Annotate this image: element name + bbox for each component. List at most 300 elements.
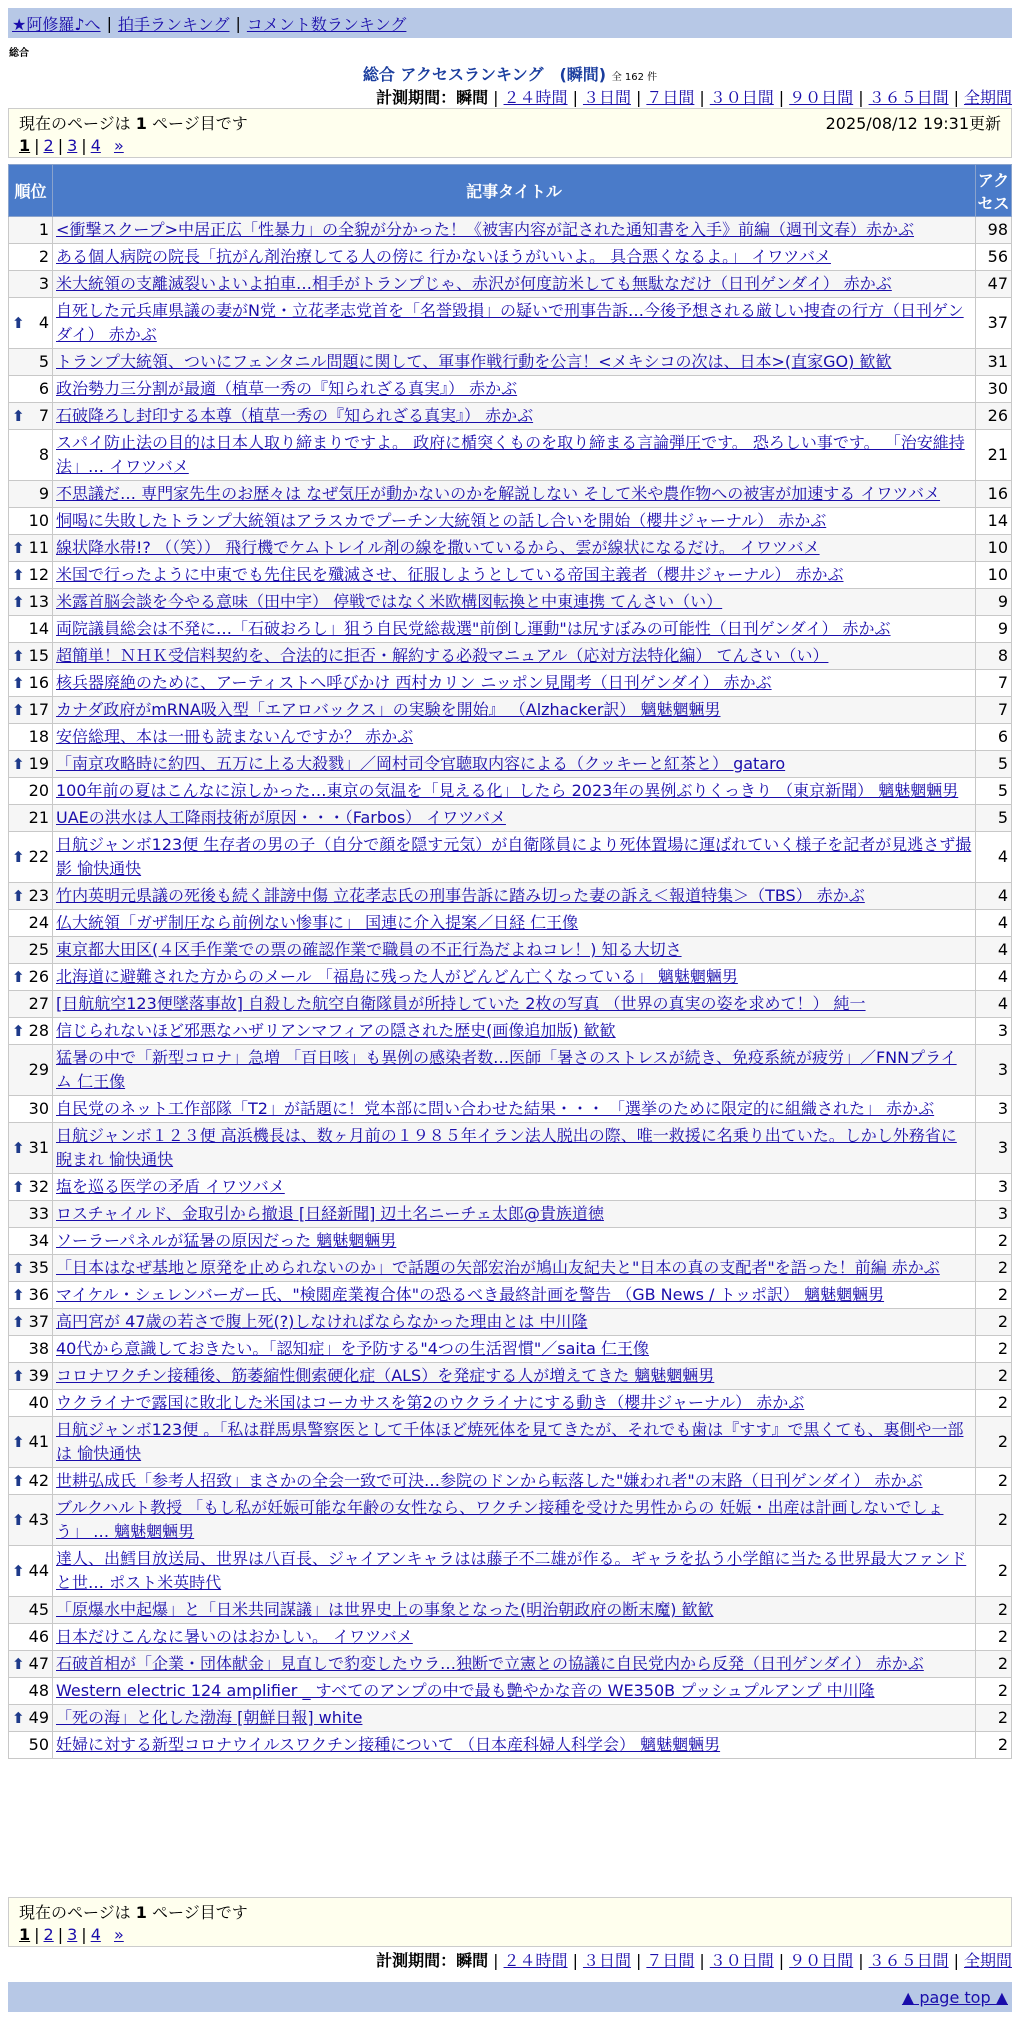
rank-cell	[9, 481, 53, 508]
period-label: 計測期間：	[376, 88, 457, 107]
title-cell	[53, 991, 976, 1018]
up-arrow-icon: ⬆	[12, 755, 25, 773]
access-count: 3	[976, 1018, 1012, 1045]
table-row	[9, 910, 1012, 937]
access-count: 2	[976, 1732, 1012, 1759]
table-row	[9, 670, 1012, 697]
table-row	[9, 724, 1012, 751]
page-separator: |	[57, 136, 64, 155]
article-link[interactable]: ソーラーパネルが猛暑の原因だった 魑魅魍魎男	[56, 1231, 397, 1250]
rank-cell	[9, 1417, 53, 1468]
article-link[interactable]: [日航航空123便墜落事故] 自殺した航空自衛隊員が所持していた 2枚の写真 （世界の真実の姿を求めて！） 純一	[56, 994, 866, 1013]
article-link[interactable]: 100年前の夏はこんなに涼しかった…東京の気温を「見える化」したら 2023年の異例ぶりくっきり （東京新聞） 魑魅魍魎男	[56, 781, 959, 800]
article-link[interactable]: 世耕弘成氏「参考人招致」まさかの全会一致で可決…参院のドンから転落した"嫌われ者"の末路（日刊ゲンダイ） 赤かぶ	[56, 1471, 923, 1490]
rank-number: 1	[38, 220, 49, 239]
article-link[interactable]: 米露首脳会談を今やる意味（田中宇） 停戦ではなく米欧構図転換と中東連携 てんさい（い）	[56, 592, 723, 611]
article-link[interactable]: 核兵器廃絶のために、アーティストへ呼びかけ 西村カリン ニッポン見聞考（日刊ゲンダイ） 赤かぶ	[56, 673, 772, 692]
article-link[interactable]: マイケル・シェレンバーガー氏、"検閲産業複合体"の恐るべき最終計画を警告 （GB News / トッポ訳） 魑魅魍魎男	[56, 1285, 885, 1304]
title-cell	[53, 1363, 976, 1390]
up-arrow-icon: ⬆	[12, 1313, 25, 1331]
rank-number: 43	[28, 1510, 49, 1529]
article-link[interactable]: 米国で行ったように中東でも先住民を殲滅させ、征服しようとしている帝国主義者（櫻井ジャーナル） 赤かぶ	[56, 565, 844, 584]
article-link[interactable]: 竹内英明元県議の死後も続く誹謗中傷 立花孝志氏の刑事告訴に踏み切った妻の訴え＜報道特集＞（TBS） 赤かぶ	[56, 886, 865, 905]
article-link[interactable]: 線状降水帯!? （（笑）） 飛行機でケムトレイル剤の線を撒いているから、雲が線状になるだけ。 イワツバメ	[56, 538, 820, 557]
period-separator: |	[778, 88, 785, 107]
rank-number: 23	[28, 886, 49, 905]
article-link[interactable]: 北海道に避難された方からのメール 「福島に残った人がどんどん亡くなっている」 魑魅魍魎男	[56, 967, 738, 986]
page-gap	[105, 1925, 110, 1944]
header-access: アクセス	[976, 165, 1012, 217]
rank-cell	[9, 991, 53, 1018]
rank-number: 20	[28, 781, 49, 800]
page-link[interactable]: 4	[90, 136, 101, 155]
rank-cell	[9, 1732, 53, 1759]
pager-status	[19, 111, 248, 134]
rank-number: 17	[28, 700, 49, 719]
up-arrow-icon: ⬆	[12, 1433, 25, 1451]
period-option-link[interactable]: ２４時間	[503, 88, 568, 107]
table-row	[9, 376, 1012, 403]
article-link[interactable]: ロスチャイルド、金取引から撤退 [日経新聞] 辺土名ニーチェ太郎@貴族道徳	[56, 1204, 604, 1223]
rank-cell	[9, 751, 53, 778]
ranking-heading	[8, 62, 1012, 85]
title-cell	[53, 1174, 976, 1201]
article-link[interactable]: <衝撃スクープ>中居正広「性暴力」の全貌が分かった！《被害内容が記された通知書を入手》前編（週刊文春）赤かぶ	[56, 220, 915, 239]
rank-number: 38	[28, 1339, 49, 1358]
access-count: 2	[976, 1282, 1012, 1309]
period-option-link[interactable]: 全期間	[963, 1951, 1012, 1970]
table-row	[9, 1468, 1012, 1495]
title-cell	[53, 244, 976, 271]
title-cell	[53, 298, 976, 349]
article-link[interactable]: 信じられないほど邪悪なハザリアンマフィアの隠された歴史(画像追加版) 歓歓	[56, 1021, 616, 1040]
title-cell	[53, 724, 976, 751]
article-link[interactable]: 恫喝に失敗したトランプ大統領はアラスカでプーチン大統領との話し合いを開始（櫻井ジャーナル） 赤かぶ	[56, 511, 827, 530]
rank-number: 34	[28, 1231, 49, 1250]
up-arrow-icon: ⬆	[12, 701, 25, 719]
article-link[interactable]: トランプ大統領、ついにフェンタニル問題に関して、軍事作戦行動を公言！<メキシコの次は、日本>(直家GO) 歓歓	[56, 352, 892, 371]
access-count: 2	[976, 1546, 1012, 1597]
title-cell	[53, 1123, 976, 1174]
page-top-link[interactable]: ▲ page top ▲	[901, 1987, 1008, 2007]
rank-cell	[9, 1363, 53, 1390]
access-count: 5	[976, 778, 1012, 805]
rank-number: 25	[28, 940, 49, 959]
access-count: 4	[976, 883, 1012, 910]
title-cell	[53, 616, 976, 643]
article-link[interactable]: カナダ政府がmRNA吸入型「エアロバックス」の実験を開始』 （Alzhacker訳） 魑魅魍魎男	[56, 700, 721, 719]
rank-number: 9	[38, 484, 49, 503]
access-count: 2	[976, 1228, 1012, 1255]
updated-timestamp: 2025/08/12 19:31更新	[825, 114, 1001, 133]
table-row	[9, 589, 1012, 616]
table-row	[9, 1390, 1012, 1417]
table-row	[9, 1732, 1012, 1759]
article-link[interactable]: 塩を巡る医学の矛盾 イワツバメ	[56, 1177, 285, 1196]
title-cell	[53, 883, 976, 910]
next-page-link[interactable]: »	[113, 136, 124, 155]
title-cell	[53, 1045, 976, 1096]
table-row	[9, 1045, 1012, 1096]
article-link[interactable]: 猛暑の中で「新型コロナ」急増 「百日咳」も異例の感染者数…医師「暑さのストレスが続き、免疫系統が疲労」／FNNプライム 仁王像	[56, 1048, 957, 1091]
comment-ranking-link[interactable]: コメント数ランキング	[246, 14, 407, 34]
rank-number: 12	[28, 565, 49, 584]
rank-number: 13	[28, 592, 49, 611]
access-count: 98	[976, 217, 1012, 244]
header-rank: 順位	[9, 165, 53, 217]
article-link[interactable]: 自民党のネット工作部隊「T2」が話題に！党本部に問い合わせた結果・・・ 「選挙のために限定的に組織された」 赤かぶ	[56, 1099, 935, 1118]
access-count: 4	[976, 964, 1012, 991]
pagination	[19, 136, 1001, 155]
rank-cell	[9, 1045, 53, 1096]
title-cell	[53, 1417, 976, 1468]
article-link[interactable]: 日航ジャンボ123便 。「私は群馬県警察医として千体ほど焼死体を見てきたが、それでも歯は『すす』で黒くても、裏側や一部は 愉快通快	[56, 1420, 964, 1463]
page-gap	[105, 136, 110, 155]
access-count: 5	[976, 751, 1012, 778]
rank-number: 11	[28, 538, 49, 557]
table-row	[9, 778, 1012, 805]
table-row	[9, 1495, 1012, 1546]
title-cell	[53, 778, 976, 805]
table-row	[9, 349, 1012, 376]
article-link[interactable]: 仏大統領「ガザ制圧なら前例ない惨事に」 国連に介入提案／日経 仁王像	[56, 913, 579, 932]
page-separator: |	[57, 1925, 64, 1944]
table-row	[9, 403, 1012, 430]
rank-cell	[9, 508, 53, 535]
article-link[interactable]: 「死の海」と化した渤海 [朝鮮日報] white	[56, 1708, 363, 1727]
rank-number: 44	[28, 1561, 49, 1580]
title-cell	[53, 1309, 976, 1336]
article-link[interactable]: 「日本はなぜ基地と原発を止められないのか」で話題の矢部宏治が鳩山友紀夫と"日本の真の支配者"を語った！前編 赤かぶ	[56, 1258, 940, 1277]
rank-number: 45	[28, 1600, 49, 1619]
article-link[interactable]: 日航ジャンボ123便 生存者の男の子（自分で顔を隠す元気）が自衛隊員により死体置場に運ばれていく様子を記者が見逃さず撮影 愉快通快	[56, 835, 972, 878]
up-arrow-icon: ⬆	[12, 566, 25, 584]
period-separator: |	[493, 88, 499, 107]
article-link[interactable]: 石破降ろし封印する本尊（植草一秀の『知られざる真実』） 赤かぶ	[56, 406, 534, 425]
rank-number: 33	[28, 1204, 49, 1223]
table-row	[9, 244, 1012, 271]
access-count: 9	[976, 616, 1012, 643]
article-link[interactable]: 高円宮が 47歳の若さで腹上死(?)しなければならなかった理由とは 中川隆	[56, 1312, 588, 1331]
table-row	[9, 751, 1012, 778]
access-count: 56	[976, 244, 1012, 271]
table-row	[9, 1096, 1012, 1123]
page-separator: |	[81, 1925, 87, 1944]
access-count: 2	[976, 1417, 1012, 1468]
title-cell	[53, 562, 976, 589]
article-link[interactable]: 「南京攻略時に約四、五万に上る大殺戮」／岡村司令官聴取内容による（クッキーと紅茶と） gataro	[56, 754, 786, 773]
title-cell	[53, 349, 976, 376]
page-title: 総合 アクセスランキング (瞬間) 全 162 件	[362, 65, 658, 84]
period-option-link[interactable]: ７日間	[646, 88, 695, 107]
title-cell	[53, 1468, 976, 1495]
article-link[interactable]: 石破首相が「企業・団体献金」見直しで豹変したウラ…独断で立憲との協議に自民党内から反発（日刊ゲンダイ） 赤かぶ	[56, 1654, 924, 1673]
up-arrow-icon: ⬆	[12, 1259, 25, 1277]
period-separator: |	[699, 1951, 705, 1970]
rank-number: 3	[38, 274, 49, 293]
title-cell	[53, 1651, 976, 1678]
access-count: 10	[976, 562, 1012, 589]
article-link[interactable]: 両院議員総会は不発に…「石破おろし」狙う自民党総裁選"前倒し運動"は尻すぼみの可能性（日刊ゲンダイ） 赤かぶ	[56, 619, 891, 638]
pager-status	[19, 1900, 248, 1923]
rank-number: 39	[28, 1366, 49, 1385]
article-link[interactable]: ブルクハルト教授 「もし私が妊娠可能な年齢の女性なら、ワクチン接種を受けた男性からの 妊娠・出産は計画しないでしょう」 … 魑魅魍魎男	[56, 1498, 944, 1541]
page-separator: |	[81, 136, 87, 155]
access-count: 26	[976, 403, 1012, 430]
pager-status-row	[19, 111, 1001, 134]
category-label: 総合	[9, 48, 29, 59]
table-row	[9, 271, 1012, 298]
table-row	[9, 805, 1012, 832]
table-row	[9, 616, 1012, 643]
rank-cell	[9, 1495, 53, 1546]
access-count: 37	[976, 298, 1012, 349]
article-link[interactable]: 日航ジャンボ１２３便 高浜機長は、数ヶ月前の１９８５年イラン法人脱出の際、唯一救援に名乗り出ていた。しかし外務省に睨まれ 愉快通快	[56, 1126, 957, 1169]
period-separator: |	[858, 1951, 864, 1970]
rank-number: 4	[38, 313, 49, 332]
rank-number: 24	[28, 913, 49, 932]
period-option-link[interactable]: ３６５日間	[868, 88, 949, 107]
article-link[interactable]: スパイ防止法の目的は日本人取り締まりですよ。 政府に楯突くものを取り締まる言論弾圧です。 恐ろしい事です。 「治安維持法」… イワツバメ	[56, 433, 965, 476]
table-row	[9, 1705, 1012, 1732]
article-link[interactable]: UAEの洪水は人工降雨技術が原因・・・（Farbos） イワツバメ	[56, 808, 506, 827]
period-option-link[interactable]: 全期間	[963, 88, 1012, 107]
access-count: 2	[976, 1309, 1012, 1336]
period-option-link[interactable]: ２４時間	[503, 1951, 568, 1970]
rank-number: 32	[28, 1177, 49, 1196]
table-row	[9, 964, 1012, 991]
page-link[interactable]: 3	[67, 1925, 78, 1944]
title-cell	[53, 1732, 976, 1759]
period-option-link[interactable]: ９０日間	[789, 1951, 854, 1970]
table-row	[9, 643, 1012, 670]
access-count: 2	[976, 1624, 1012, 1651]
up-arrow-icon: ⬆	[12, 1178, 25, 1196]
page-separator: |	[34, 1925, 40, 1944]
up-arrow-icon: ⬆	[12, 593, 25, 611]
table-row	[9, 1363, 1012, 1390]
pager-top	[8, 108, 1012, 158]
total-count: 全 162 件	[611, 72, 658, 83]
rank-number: 41	[28, 1432, 49, 1451]
table-row	[9, 1309, 1012, 1336]
title-cell	[53, 832, 976, 883]
up-arrow-icon: ⬆	[12, 1472, 25, 1490]
rank-cell	[9, 1468, 53, 1495]
home-link[interactable]: ★阿修羅♪へ	[12, 14, 101, 34]
rank-number: 29	[28, 1060, 49, 1079]
period-separator: |	[858, 88, 864, 107]
title-cell	[53, 1255, 976, 1282]
access-count: 3	[976, 1174, 1012, 1201]
article-link[interactable]: 安倍総理、本は一冊も読まないんですか？ 赤かぶ	[56, 727, 414, 746]
period-current: 瞬間	[456, 1951, 489, 1970]
article-link[interactable]: 自死した元兵庫県議の妻がN党・立花孝志党首を「名誉毀損」の疑いで刑事告訴…今後予想される厳しい捜査の行方（日刊ゲンダイ） 赤かぶ	[56, 301, 964, 344]
table-row	[9, 481, 1012, 508]
rank-cell	[9, 1096, 53, 1123]
period-option-link[interactable]: ３日間	[582, 1951, 631, 1970]
title-cell	[53, 403, 976, 430]
article-link[interactable]: 超簡単！ＮＨＫ受信料契約を、合法的に拒否・解約する必殺マニュアル（応対方法特化編） てんさい（い）	[56, 646, 829, 665]
rank-cell	[9, 643, 53, 670]
title-cell	[53, 376, 976, 403]
rank-cell	[9, 1174, 53, 1201]
rank-cell	[9, 1255, 53, 1282]
table-row	[9, 535, 1012, 562]
rank-cell	[9, 832, 53, 883]
pager-current-number: 1	[135, 1903, 147, 1922]
access-count: 2	[976, 1363, 1012, 1390]
table-row	[9, 298, 1012, 349]
rank-number: 16	[28, 673, 49, 692]
rank-cell	[9, 1546, 53, 1597]
period-separator: |	[493, 1951, 499, 1970]
rank-number: 27	[28, 994, 49, 1013]
article-link[interactable]: 政治勢力三分割が最適（植草一秀の『知られざる真実』） 赤かぶ	[56, 379, 518, 398]
page-link[interactable]: 4	[90, 1925, 101, 1944]
rank-number: 49	[28, 1708, 49, 1727]
rank-number: 18	[28, 727, 49, 746]
page-link[interactable]: 2	[43, 1925, 54, 1944]
period-selector-bottom	[376, 1948, 1012, 1971]
access-count: 3	[976, 1123, 1012, 1174]
period-label: 計測期間：	[376, 1951, 457, 1970]
access-count: 2	[976, 1255, 1012, 1282]
access-count: 30	[976, 376, 1012, 403]
title-cell	[53, 535, 976, 562]
article-link[interactable]: 「原爆水中起爆」と「日米共同謀議」は世界史上の事象となった(明治朝政府の断末魔) 歓歓	[56, 1600, 714, 1619]
access-count: 2	[976, 1705, 1012, 1732]
rank-cell	[9, 910, 53, 937]
access-count: 7	[976, 697, 1012, 724]
title-cell	[53, 1018, 976, 1045]
title-cell	[53, 1228, 976, 1255]
article-link[interactable]: 日本だけこんなに暑いのはおかしい。 イワツバメ	[56, 1627, 413, 1646]
period-separator: |	[635, 1951, 642, 1970]
period-option-link[interactable]: ７日間	[646, 1951, 695, 1970]
rank-cell	[9, 217, 53, 244]
rank-cell	[9, 298, 53, 349]
access-count: 21	[976, 430, 1012, 481]
clap-ranking-link[interactable]: 拍手ランキング	[117, 14, 230, 34]
article-link[interactable]: 妊婦に対する新型コロナウイルスワクチン接種について （日本産科婦人科学会） 魑魅魍魎男	[56, 1735, 721, 1754]
article-link[interactable]: 40代から意識しておきたい。「認知症」を予防する"4つの生活習慣"／saita 仁王像	[56, 1339, 650, 1358]
rank-cell	[9, 1336, 53, 1363]
title-cell	[53, 1705, 976, 1732]
page-link[interactable]: 2	[43, 136, 54, 155]
article-link[interactable]: 達人、出鱈目放送局、世界は八百長、ジャイアンキャラはは藤子不二雄が作る。ギャラを払う小学館に当たる世界最大ファンドと世… ポスト米英時代	[56, 1549, 967, 1592]
table-row	[9, 1546, 1012, 1597]
period-option-link[interactable]: ９０日間	[789, 88, 854, 107]
title-cell	[53, 697, 976, 724]
up-arrow-icon: ⬆	[12, 1709, 25, 1727]
article-link[interactable]: コロナワクチン接種後、筋萎縮性側索硬化症（ALS）を発症する人が増えてきた 魑魅魍魎男	[56, 1366, 715, 1385]
rank-number: 28	[28, 1021, 49, 1040]
rank-cell	[9, 271, 53, 298]
up-arrow-icon: ⬆	[12, 1139, 25, 1157]
period-option-link[interactable]: ３日間	[582, 88, 631, 107]
rank-cell	[9, 964, 53, 991]
page-link[interactable]: 3	[67, 136, 78, 155]
up-arrow-icon: ⬆	[12, 314, 25, 332]
access-count: 2	[976, 1468, 1012, 1495]
up-arrow-icon: ⬆	[12, 887, 25, 905]
rank-cell	[9, 1123, 53, 1174]
access-count: 47	[976, 271, 1012, 298]
rank-cell	[9, 670, 53, 697]
article-link[interactable]: 不思議だ… 専門家先生のお歴々は なぜ気圧が動かないのかを解説しない そして米や農作物への被害が加速する イワツバメ	[56, 484, 941, 503]
rank-cell	[9, 1201, 53, 1228]
title-cell	[53, 1201, 976, 1228]
pager-text-post: ページ目です	[152, 1903, 248, 1922]
table-row	[9, 1678, 1012, 1705]
bottom-bar	[8, 1982, 1012, 2012]
access-count: 4	[976, 832, 1012, 883]
period-selector-top	[376, 85, 1012, 108]
up-arrow-icon: ⬆	[12, 407, 25, 425]
access-count: 8	[976, 643, 1012, 670]
up-arrow-icon: ⬆	[12, 1367, 25, 1385]
article-link[interactable]: Western electric 124 amplifier _ すべてのアンプの中で最も艶やかな音の WE350B プッシュプルアンプ 中川隆	[56, 1681, 875, 1700]
rank-cell	[9, 1018, 53, 1045]
up-arrow-icon: ⬆	[12, 848, 25, 866]
article-link[interactable]: ウクライナで露国に敗北した米国はコーカサスを第2のウクライナにする動き（櫻井ジャーナル） 赤かぶ	[56, 1393, 805, 1412]
top-nav-bar	[8, 8, 1012, 38]
title-cell	[53, 910, 976, 937]
up-arrow-icon: ⬆	[12, 647, 25, 665]
rank-cell	[9, 805, 53, 832]
access-count: 4	[976, 910, 1012, 937]
period-option-link[interactable]: ３０日間	[709, 1951, 774, 1970]
title-cell	[53, 1390, 976, 1417]
rank-cell	[9, 616, 53, 643]
access-count: 2	[976, 1336, 1012, 1363]
pager-text-post: ページ目です	[152, 114, 248, 133]
access-count: 14	[976, 508, 1012, 535]
nav-separator: |	[235, 13, 241, 33]
header-title: 記事タイトル	[53, 165, 976, 217]
rank-cell	[9, 1597, 53, 1624]
rank-number: 26	[28, 967, 49, 986]
page-current: 1	[19, 136, 31, 155]
next-page-link[interactable]: »	[113, 1925, 124, 1944]
title-cell	[53, 1282, 976, 1309]
title-cell	[53, 751, 976, 778]
article-link[interactable]: 米大統領の支離滅裂いよいよ拍車…相手がトランプじゃ、赤沢が何度訪米しても無駄なだけ（日刊ゲンダイ） 赤かぶ	[56, 274, 892, 293]
table-row	[9, 1624, 1012, 1651]
period-option-link[interactable]: ３０日間	[709, 88, 774, 107]
title-cell	[53, 1096, 976, 1123]
access-count: 5	[976, 805, 1012, 832]
rank-number: 14	[28, 619, 49, 638]
rank-cell	[9, 403, 53, 430]
up-arrow-icon: ⬆	[12, 1286, 25, 1304]
up-arrow-icon: ⬆	[12, 539, 25, 557]
access-count: 2	[976, 1597, 1012, 1624]
nav-separator: |	[106, 13, 112, 33]
article-link[interactable]: 東京都大田区(４区手作業での票の確認作業で職員の不正行為だよねコレ！) 知る大切さ	[56, 940, 682, 959]
table-row	[9, 1255, 1012, 1282]
period-option-link[interactable]: ３６５日間	[868, 1951, 949, 1970]
rank-number: 30	[28, 1099, 49, 1118]
table-row	[9, 883, 1012, 910]
rank-cell	[9, 937, 53, 964]
access-count: 16	[976, 481, 1012, 508]
title-cell	[53, 1495, 976, 1546]
rank-cell	[9, 1390, 53, 1417]
period-separator: |	[572, 88, 578, 107]
article-link[interactable]: ある個人病院の院長「抗がん剤治療してる人の傍に 行かないほうがいいよ。 具合悪くなるよ。」 イワツバメ	[56, 247, 831, 266]
